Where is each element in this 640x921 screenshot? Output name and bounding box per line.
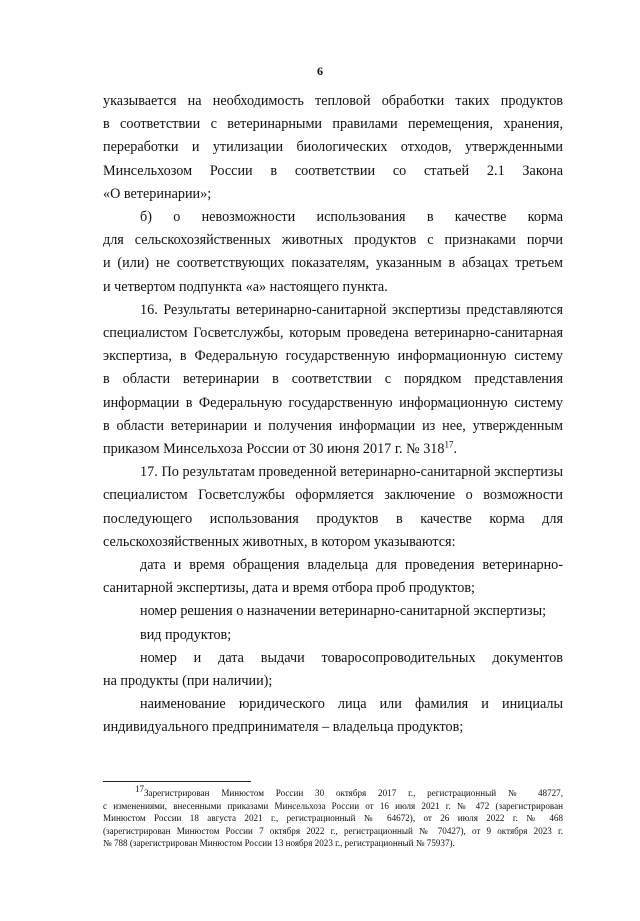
list-item-date-time — [103, 554, 563, 600]
paragraph-continuation — [103, 90, 563, 206]
footnote-line: с изменениями, внесенными приказами Минсельхоза России от 16 июля 2021 г. № 472 (зарегистрирован — [103, 800, 563, 811]
list-item-decision-number — [103, 600, 563, 623]
text-line: для сельскохозяйственных животных продуктов с признаками порчи — [103, 232, 563, 249]
text-line: «О ветеринарии»; — [103, 185, 212, 202]
footnote-reference: 17 — [444, 439, 454, 450]
footnote-mark: 17 — [135, 783, 144, 794]
text-line: на продукты (при наличии); — [103, 673, 273, 690]
footnote-divider — [103, 781, 251, 782]
page-number: 6 — [317, 64, 323, 78]
footnote-line: (зарегистрирован Минюстом России 7 октября 2022 г., регистрационный № 70427), от 9 октября 2023 г. — [103, 825, 563, 836]
text-line: экспертиза, в Федеральную государственную информационную систему — [103, 348, 563, 365]
text-line: в области ветеринарии и получения информации из нее, утвержденным — [103, 417, 563, 434]
text-line: информации в Федеральную государственную информационную систему — [103, 394, 563, 411]
list-item-product-type — [103, 624, 563, 647]
footnote-indent — [103, 783, 144, 800]
paragraph-item-17 — [103, 461, 563, 554]
text-line: 17. По результатам проведенной ветеринарно-санитарной экспертизы — [140, 464, 563, 481]
paragraph-subitem-b — [103, 206, 563, 299]
text-line: Минсельхозом России в соответствии со статьей 2.1 Закона — [103, 162, 563, 179]
footnote-line: Минюстом России 18 августа 2021 г., регистрационный № 64672), от 26 июля 2022 г. № 468 — [103, 813, 563, 824]
text-line: дата и время обращения владельца для проведения ветеринарно- — [140, 557, 563, 574]
text-line: в области ветеринарии в соответствии с порядком представления — [103, 371, 563, 388]
text-line: в соответствии с ветеринарными правилами перемещения, хранения, — [103, 116, 563, 133]
text-line — [103, 438, 563, 461]
text-run: приказом Минсельхоза России от 30 июня 2017 г. № 318 — [103, 441, 445, 458]
text-line: специалистом Госветслужбы оформляется заключение о возможности — [103, 487, 563, 504]
text-line: вид продуктов; — [140, 626, 232, 643]
footnote-line — [103, 783, 563, 800]
text-line: индивидуального предпринимателя – владельца продуктов; — [103, 719, 464, 736]
text-line: переработки и утилизации биологических отходов, утвержденными — [103, 139, 563, 156]
text-line: номер и дата выдачи товаросопроводительных документов — [140, 649, 563, 666]
list-item-owner-name — [103, 693, 563, 739]
text-run: Зарегистрирован Минюстом России 30 октября 2017 г., регистрационный № 48727, — [144, 788, 563, 798]
list-item-documents — [103, 647, 563, 693]
text-line: номер решения о назначении ветеринарно-санитарной экспертизы; — [140, 603, 547, 620]
text-line: и (или) не соответствующих показателям, указанным в абзацах третьем — [103, 255, 563, 272]
text-line: указывается на необходимость тепловой обработки таких продуктов — [103, 93, 563, 109]
text-line: и четвертом подпункта «а» настоящего пункта. — [103, 278, 388, 295]
text-run: . — [453, 441, 458, 458]
text-line: 16. Результаты ветеринарно-санитарной экспертизы представляются — [140, 301, 563, 318]
text-line: последующего использования продуктов в качестве корма для — [103, 510, 563, 527]
text-line: б) о невозможности использования в качестве корма — [140, 209, 563, 226]
paragraph-item-16 — [103, 299, 563, 461]
text-line: сельскохозяйственных животных, в котором указываются: — [103, 533, 456, 550]
text-line: наименование юридического лица или фамилия и инициалы — [140, 696, 563, 713]
text-line: специалистом Госветслужбы, которым проведена ветеринарно-санитарная — [103, 325, 563, 342]
footnote-line: № 788 (зарегистрирован Минюстом России 13 ноября 2023 г., регистрационный № 75937). — [103, 838, 455, 849]
text-line: санитарной экспертизы, дата и время отбора проб продуктов; — [103, 580, 475, 597]
footnote — [103, 783, 563, 850]
document-body — [103, 90, 563, 740]
